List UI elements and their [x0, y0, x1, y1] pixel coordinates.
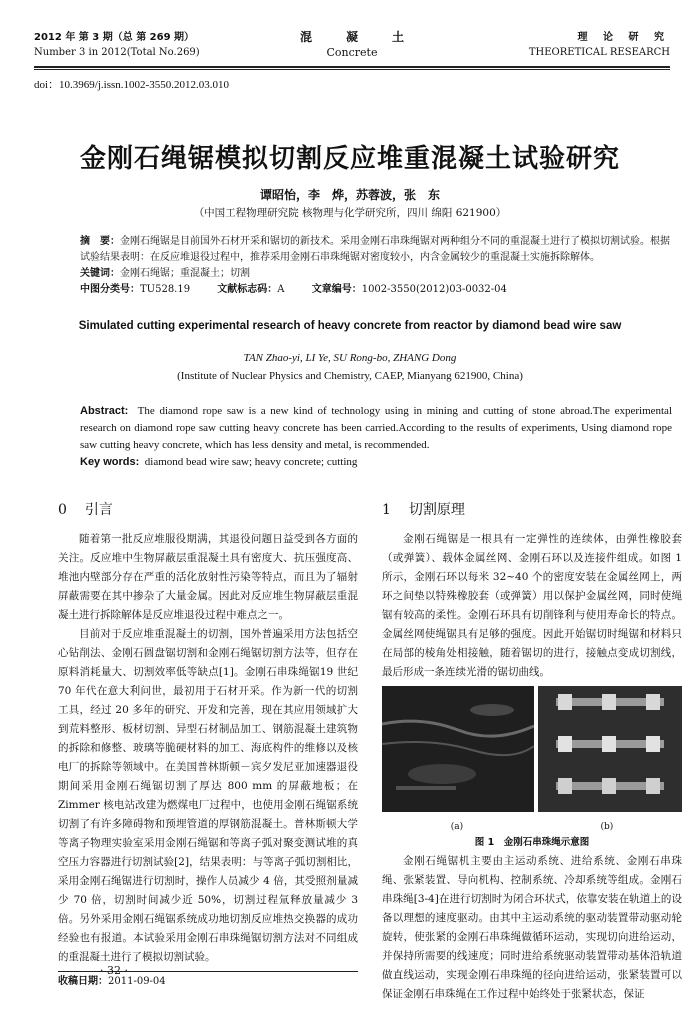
- issue-en: Number 3 in 2012(Total No.269): [34, 47, 200, 58]
- section-1-heading: [382, 500, 682, 520]
- abstract-en-label: Abstract:: [80, 405, 129, 417]
- page-number: · 32 ·: [100, 964, 128, 977]
- keywords-en: diamond bead wire saw; heavy concrete; cutting: [144, 456, 358, 468]
- journal-cn: 混凝土: [299, 30, 438, 44]
- issue-cn: 2012 年 第 3 期（总 第 269 期）: [34, 32, 195, 43]
- figure-1: [382, 686, 682, 818]
- figure-1-sublabels: [382, 820, 682, 834]
- figure-1b-label: (b): [600, 822, 614, 832]
- section-0-paragraph-1: 随着第一批反应堆服役期满，其退役问题日益受到各方面的关注。反应堆中生物屏蔽层重混凝土具有密度大、抗压强度高、堆池内壁部分存在严重的活化放射性污染等特点，而且为了辐射屏蔽需要在其中掺杂了大量金属。因此对反应堆生物屏蔽层重混凝土进行拆除解体是反应堆退役过程中难点之一。: [58, 533, 358, 621]
- doccode-label: 文献标志码：: [217, 284, 278, 295]
- keywords-en-label: Key words:: [80, 456, 140, 468]
- clc-label: 中图分类号：: [80, 284, 140, 295]
- figure-1b-photo: [538, 686, 682, 812]
- wire-saw-photo: [382, 686, 534, 812]
- section-1-number: 1: [382, 502, 391, 518]
- keywords-cn-label: 关键词：: [80, 268, 120, 279]
- figure-1a-photo: [382, 686, 534, 812]
- clc-value: TU528.19: [140, 284, 191, 295]
- affiliation: （中国工程物理研究院 核物理与化学研究所，四川 绵阳 621900）: [193, 207, 507, 219]
- running-header: [34, 30, 670, 64]
- header-section: [529, 30, 670, 60]
- figure-1a-label: (a): [450, 822, 464, 832]
- paper-title: 金刚石绳锯模拟切割反应堆重混凝土试验研究: [79, 144, 620, 174]
- abstract-en-text: The diamond rope saw is a new kind of technology using in mining and cutting of stone abroad.The experimental research on diamond rope saw cutting heavy concrete has been carried.According to the results of experiments, Using diamond rope saw cutting heavy concrete, which has less density and metal, is recommended.: [80, 405, 672, 451]
- abstract-cn-text: 金刚石绳锯是目前国外石材开采和锯切的新技术。采用金刚石串珠绳锯对两种组分不同的重混凝土进行了模拟切割试验。根据试验结果表明：在反应堆退役过程中，推荐采用金刚石串珠绳锯对密度较小，内含金属较少的重混凝土实施拆除解体。: [80, 236, 670, 263]
- article-no-label: 文章编号：: [311, 284, 362, 295]
- section-cn: 理 论 研 究: [577, 32, 670, 43]
- english-title: Simulated cutting experimental research of heavy concrete from reactor by diamond bead wire saw: [78, 320, 622, 332]
- header-rule: [34, 66, 670, 68]
- abstract-cn: [80, 234, 672, 298]
- doccode-value: A: [277, 284, 285, 295]
- header-rule-thin: [34, 69, 670, 70]
- right-column: [382, 500, 682, 1004]
- section-1-title: 切割原理: [408, 502, 465, 518]
- received-date: 2011-09-04: [108, 976, 166, 987]
- section-en: THEORETICAL RESEARCH: [528, 47, 670, 58]
- section-0-number: 0: [58, 502, 67, 518]
- classification-line: [80, 282, 672, 298]
- article-no-value: 1002-3550(2012)03-0032-04: [361, 284, 507, 295]
- left-column: [58, 500, 358, 989]
- journal-en: Concrete: [326, 46, 378, 59]
- section-0-paragraph-2: 目前对于反应堆重混凝土的切割，国外普遍采用方法包括空心钻削法、金刚石圆盘锯切割和金刚石绳锯切割方法等，但存在原料消耗量大、切割效率低等缺点[1]。金刚石串珠绳锯19 世纪 70 年代在意大利问世，最初用于石材开采。作为新一代的切割工具，经过 20 多年的研究、开发和完善，现在其应用领域扩大到荒料整形、板材切割、异型石材制品加工、钢筋混凝土建筑物的拆除和修整、玻璃等脆硬材料的加工、海底构件的维修以及核电厂的拆除等领域中。在美国普林斯顿－宾夕发尼亚加速器退役期间采用金刚石绳锯切割了厚达 800 mm 的屏蔽地板；在 Zimmer 核电站改建为燃煤电厂过程中，也使用金刚石绳锯系统切割了有许多障碍物和预埋管道的厚钢筋混凝土。普林斯顿大学等离子物理实验室采用金刚石绳锯和等离子弧对聚变测试堆的真空压力容器进行切割试验[2]，结果表明：与等离子弧切割相比，采用金刚石绳锯进行切割时，操作人员减少 4 倍，其受照剂量减少 70 倍，切割时间减少近 50%，切割过程氚释放量减少 3 倍。另外采用金刚石绳锯系统成功地切割反应堆热交换器的成功经验也有报道。本试验采用金刚石串珠绳锯切割方法对不同组成的重混凝土进行了模拟切割试验。: [58, 628, 358, 963]
- section-0-title: 引言: [84, 502, 113, 518]
- section-0-heading: [58, 500, 358, 520]
- english-authors: TAN Zhao-yi, LI Ye, SU Rong-bo, ZHANG Dong: [243, 352, 457, 364]
- english-affiliation: (Institute of Nuclear Physics and Chemistry, CAEP, Mianyang 621900, China): [177, 370, 523, 382]
- abstract-cn-label: 摘 要：: [80, 236, 120, 247]
- section-1-paragraph-2: 金刚石绳锯机主要由主运动系统、进给系统、金刚石串珠绳、张紧装置、导向机构、控制系统、冷却系统等组成。金刚石串珠绳[3-4]在进行切割时为闭合环状式，依靠安装在轨道上的设备以理想的速度驱动。由其中主运动系统的驱动装置带动驱动轮旋转，使张紧的金刚石串珠绳做循环运动，实现切向进给运动，并保持所需要的线速度；同时进给系统驱动装置带动基体沿轨道做直线运动，实现金刚石串珠绳的径向进给运动，张紧装置可以保证金刚石串珠绳在工作过程中始终处于张紧状态，保证: [382, 855, 682, 1000]
- received-label: 收稿日期：: [58, 976, 108, 987]
- bead-diagram: [538, 686, 682, 812]
- abstract-en: [80, 403, 672, 471]
- keywords-cn: 金刚石绳锯；重混凝土；切割: [120, 268, 250, 279]
- section-1-paragraph-1: 金刚石绳锯是一根具有一定弹性的连续体，由弹性橡胶套（或弹簧）、载体金属丝网、金刚石环以及连接件组成。如图 1 所示，金刚石环以每米 32~40 个的密度安装在金属丝网上，两环之间垫以特殊橡胶套（或弹簧）用以保护金属丝网，同时使绳锯有较高的柔性。金刚石环具有切削锋利与使用寿命长的特点。金属丝网使绳锯具有足够的强度。因此开始锯切时绳锯和材料只在局部的棱角处相接触，随着锯切的进行，接触点变成切割线，最后形成一条连续光滑的锯切曲线。: [382, 533, 682, 678]
- doi: doi：10.3969/j.issn.1002-3550.2012.03.010: [34, 79, 229, 91]
- figure-1-caption: 图 1 金刚石串珠绳示意图: [474, 837, 590, 848]
- authors: 谭昭怡，李 烨，苏蓉波，张 东: [259, 188, 440, 202]
